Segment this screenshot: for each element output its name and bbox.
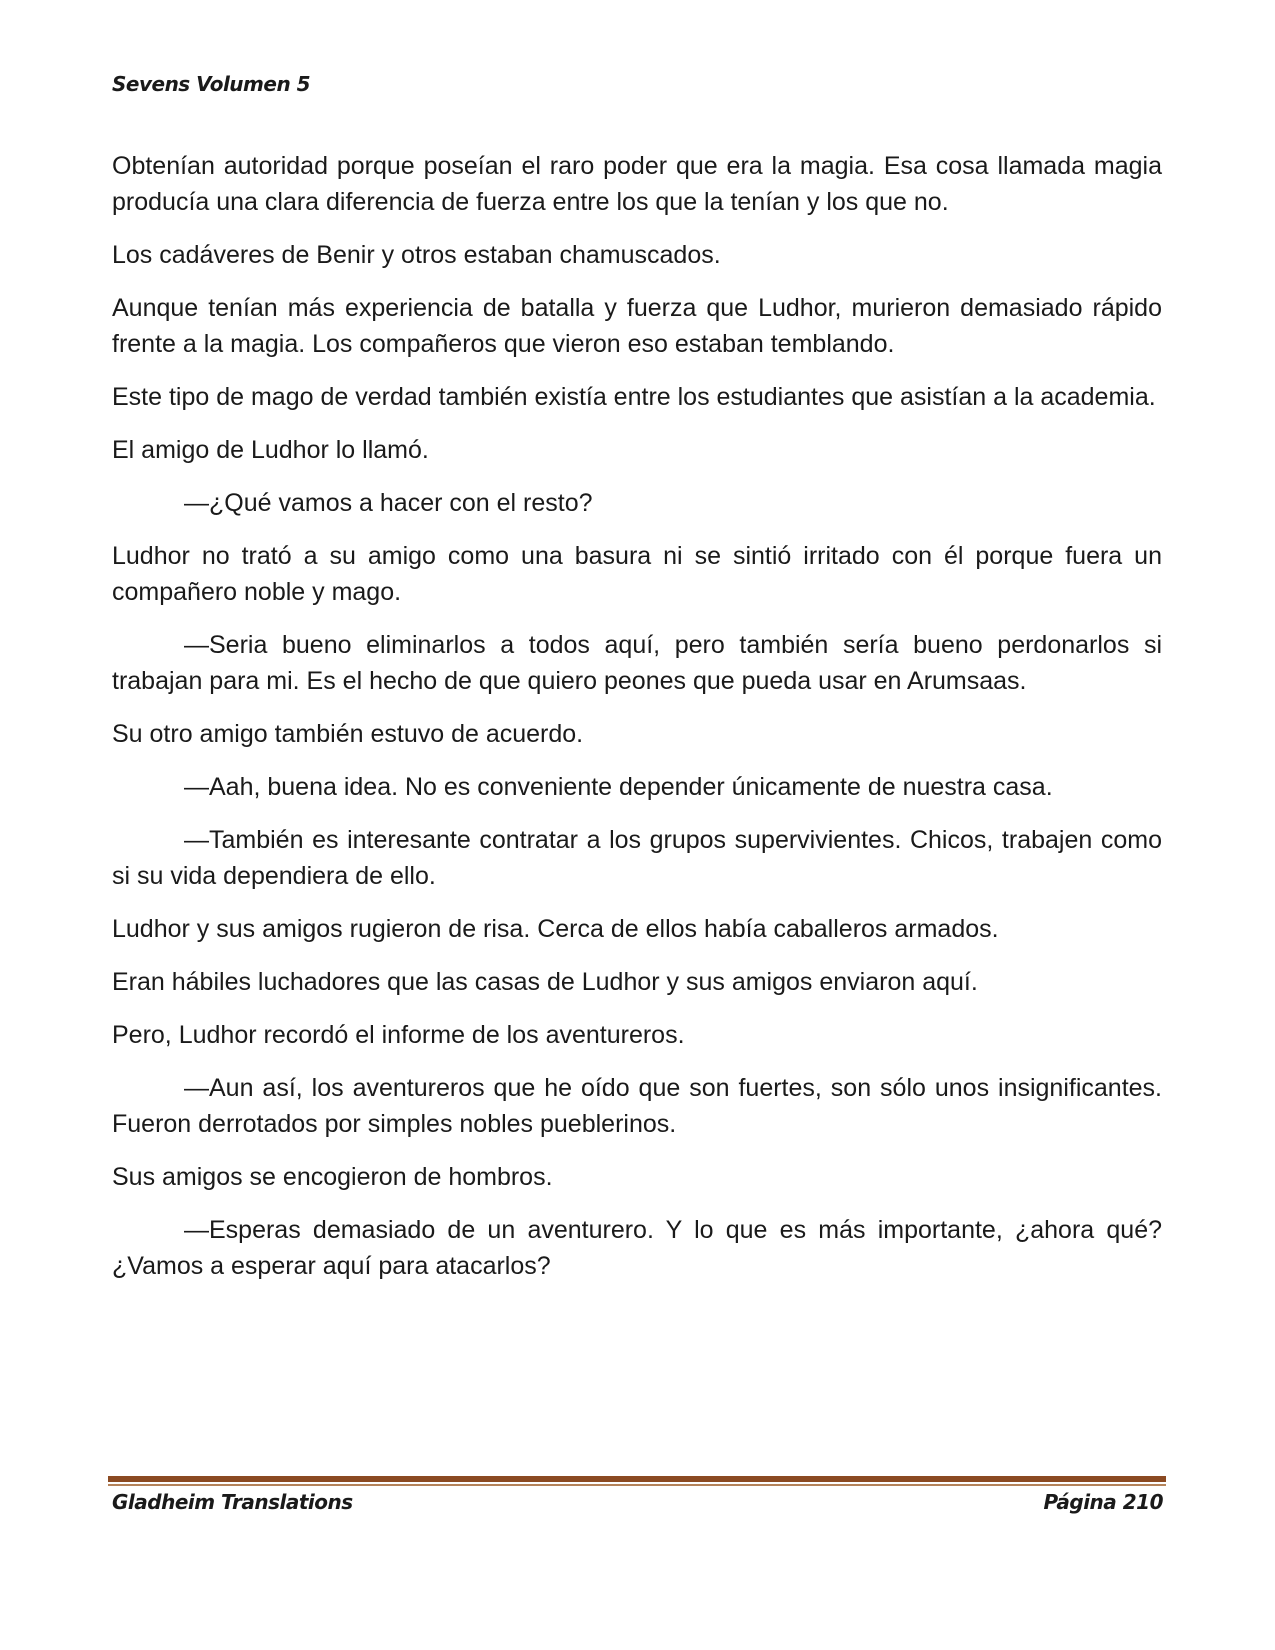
footer-divider [108,1476,1166,1486]
dialog-paragraph: —También es interesante contratar a los grupos supervivientes. Chicos, trabajen como si su vida dependiera de ello. [112,826,1162,890]
footer-divider-thin [108,1484,1166,1486]
dialog-paragraph: —Aun así, los aventureros que he oído que son fuertes, son sólo unos insignificantes. Fueron derrotados por simples nobles pueblerinos. [112,1074,1162,1138]
paragraph: Ludhor no trató a su amigo como una basura ni se sintió irritado con él porque fuera un compañero noble y mago. [112,542,1162,606]
footer-publisher: Gladheim Translations [112,1490,353,1514]
paragraph: Este tipo de mago de verdad también existía entre los estudiantes que asistían a la academia. [112,383,1156,411]
paragraph: Eran hábiles luchadores que las casas de Ludhor y sus amigos enviaron aquí. [112,968,978,996]
paragraph: Sus amigos se encogieron de hombros. [112,1163,553,1191]
paragraph: Los cadáveres de Benir y otros estaban chamuscados. [112,241,721,269]
paragraph: Pero, Ludhor recordó el informe de los aventureros. [112,1021,685,1049]
paragraph: Aunque tenían más experiencia de batalla y fuerza que Ludhor, murieron demasiado rápido frente a la magia. Los compañeros que vieron eso estaban temblando. [112,294,1162,358]
dialog-paragraph: —Seria bueno eliminarlos a todos aquí, pero también sería bueno perdonarlos si trabajan para mi. Es el hecho de que quiero peones que pueda usar en Arumsaas. [112,631,1162,695]
dialog-paragraph: —Aah, buena idea. No es conveniente depender únicamente de nuestra casa. [184,773,1053,801]
dialog-paragraph: —Esperas demasiado de un aventurero. Y lo que es más importante, ¿ahora qué? ¿Vamos a esperar aquí para atacarlos? [112,1216,1162,1280]
dialog-paragraph: —¿Qué vamos a hacer con el resto? [184,489,593,517]
paragraph: Su otro amigo también estuvo de acuerdo. [112,720,584,748]
page-number: Página 210 [1043,1490,1163,1514]
footer-divider-thick [108,1476,1166,1482]
running-header: Sevens Volumen 5 [112,72,311,96]
paragraph: Ludhor y sus amigos rugieron de risa. Cerca de ellos había caballeros armados. [112,915,999,943]
paragraph: Obtenían autoridad porque poseían el raro poder que era la magia. Esa cosa llamada magia producía una clara diferencia de fuerza entre los que la tenían y los que no. [112,152,1162,216]
paragraph: El amigo de Ludhor lo llamó. [112,436,429,464]
body-text [112,148,1162,1301]
